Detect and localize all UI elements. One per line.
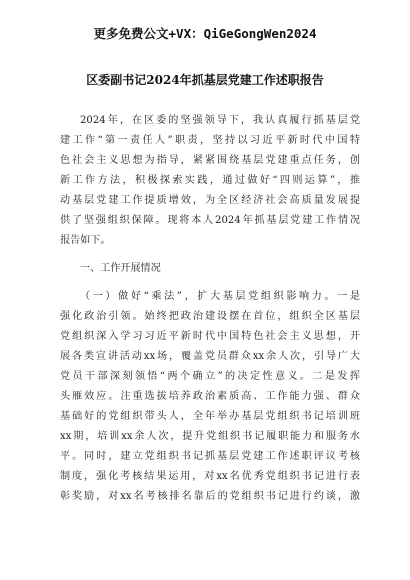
body-line: 建工作“第一责任人”职责，坚持以习近平新时代中国特	[60, 135, 360, 146]
body-line: 头雁效应。注重选拔培养政治素质高、工作能力强、群众	[60, 391, 360, 402]
body-line: 党员干部深刻领悟“两个确立”的决定性意义。二是发挥	[60, 371, 360, 382]
body-line: 供了坚强组织保障。现将本人2024年抓基层党建工作情况	[60, 215, 360, 226]
body-line: xx期，培训xx余人次，提升党组织书记履职能力和服务水	[60, 431, 360, 442]
watermark-header: 更多免费公文+VX：QiGeGongWen2024	[93, 26, 317, 41]
body-line: 基础好的党组织带头人，全年举办基层党组织书记培训班	[60, 411, 360, 422]
body-line: 一、工作开展情况	[80, 263, 161, 274]
body-line: 平。同时，建立党组织书记抓基层党建工作述职评议考核	[60, 451, 360, 462]
body-line: 色社会主义思想为指导，紧紧围绕基层党建重点任务，创	[60, 155, 360, 166]
body-line: 展各类宣讲活动xx场，覆盖党员群众xx余人次，引导广大	[60, 351, 360, 362]
body-line: 2024年，在区委的坚强领导下，我认真履行抓基层党	[80, 115, 360, 126]
body-line: 动基层党建工作提质增效，为全区经济社会高质量发展提	[60, 195, 360, 206]
body-line: 党组织深入学习习近平新时代中国特色社会主义思想，开	[60, 331, 360, 342]
body-line: 彰奖励，对xx名考核排名靠后的党组织书记进行约谈，激	[60, 491, 360, 502]
body-line: 制度，强化考核结果运用，对xx名优秀党组织书记进行表	[60, 471, 360, 482]
body-line: （一）做好“乘法”，扩大基层党组织影响力。一是	[80, 291, 360, 302]
body-line: 报告如下。	[60, 235, 111, 246]
body-line: 新工作方法，积极探索实践，通过做好“四则运算”，推	[60, 175, 360, 186]
document-title: 区委副书记2024年抓基层党建工作述职报告	[86, 73, 324, 87]
body-line: 强化政治引领。始终把政治建设摆在首位，组织全区基层	[60, 311, 360, 322]
